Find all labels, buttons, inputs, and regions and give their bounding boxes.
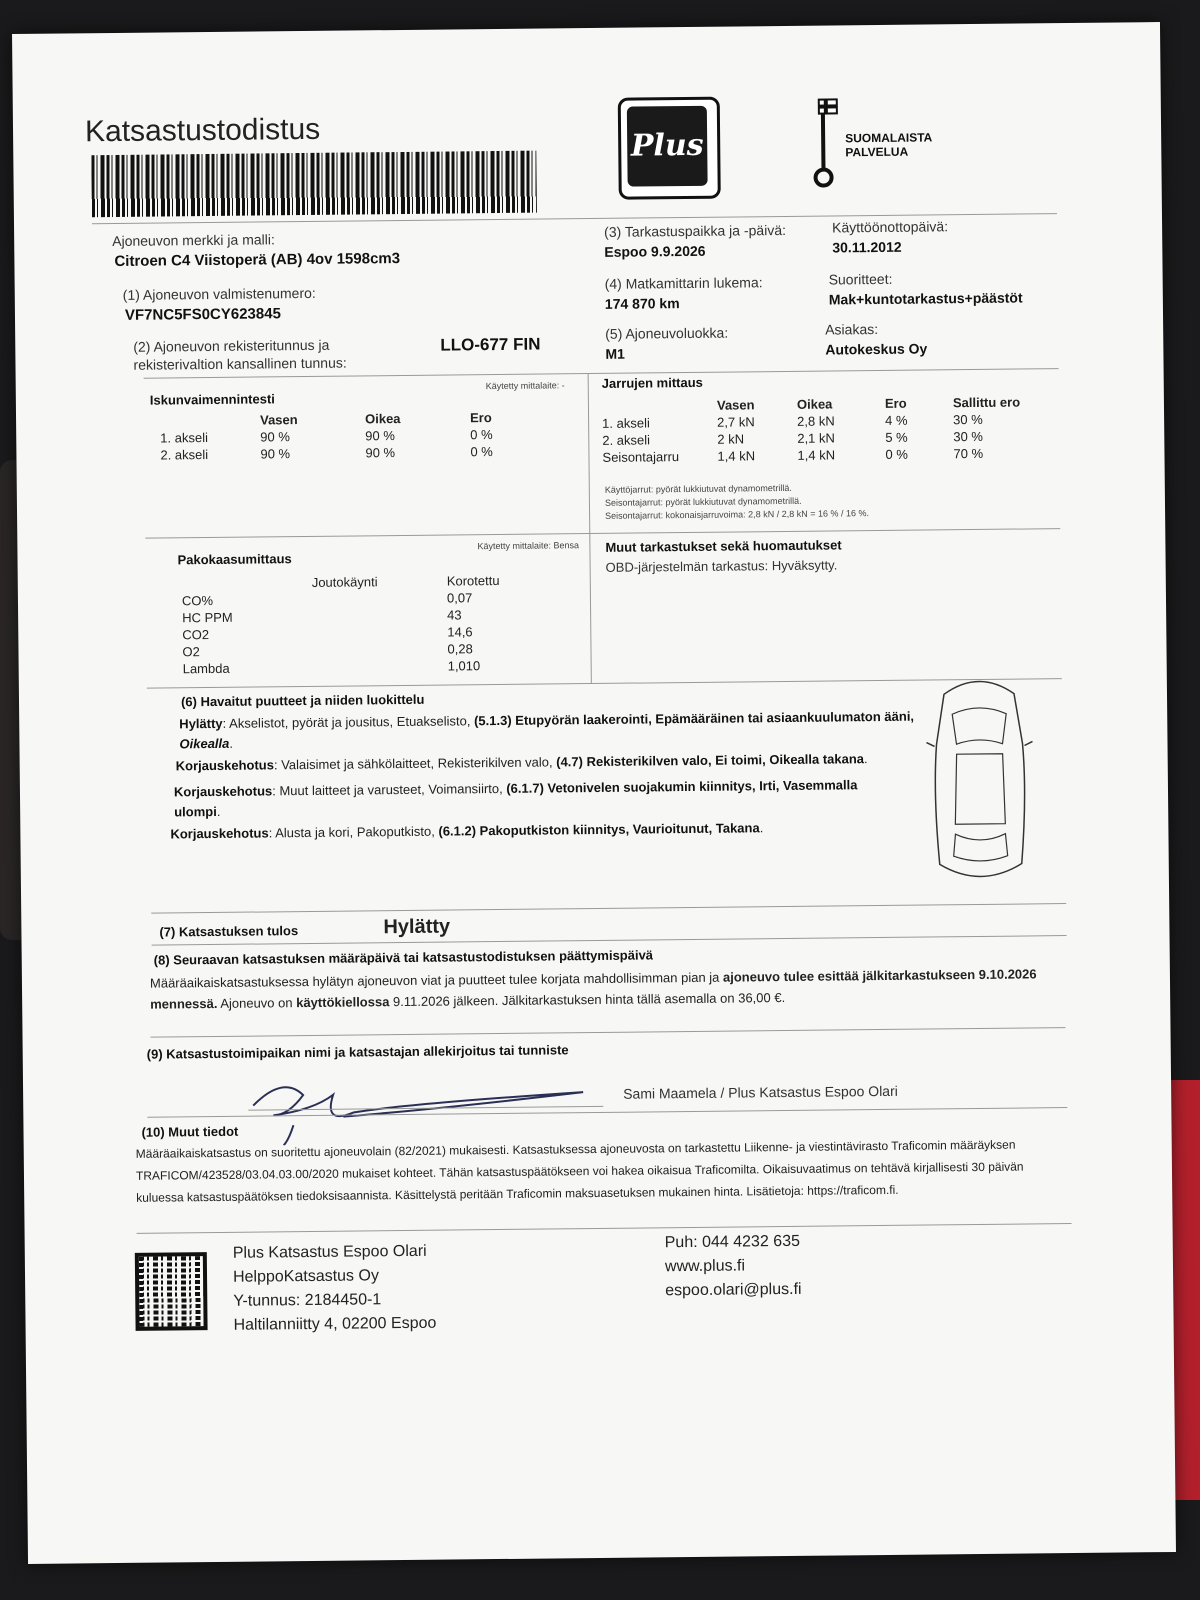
table-row: Seisontajarru 1,4 kN 1,4 kN 0 % 70 % [602,445,984,465]
performed-label: Suoritteet: [828,270,893,288]
table-row: 1. akseli 90 % 90 % 0 % [160,427,493,446]
class-value: M1 [605,345,625,362]
emissions-device: Käytetty mittalaite: Bensa [477,540,580,552]
result-label: (7) Katsastuksen tulos [159,923,299,940]
document-title: Katsastustodistus [84,112,321,149]
reg-label-1: (2) Ajoneuvon rekisteritunnus ja [133,336,330,355]
place-label: (3) Tarkastuspaikka ja -päivä: [604,221,787,240]
table-header-row: Vasen Oikea Ero [259,410,492,428]
class-label: (5) Ajoneuvoluokka: [605,324,729,342]
odometer-value: 174 870 km [604,295,680,312]
divider [151,1027,1066,1038]
table-row: 1. akseli 2,7 kN 2,8 kN 4 % 30 % [602,411,983,431]
table-row: HC PPM 43 [182,607,462,626]
brakes-title: Jarrujen mittaus [601,374,703,391]
other-info-title: (10) Muut tiedot [141,1123,239,1140]
shock-test-device: Käytetty mittalaite: - [485,380,565,392]
make-model-value: Citroen C4 Viistoperä (AB) 4ov 1598cm3 [114,250,401,270]
emissions-table [182,572,523,678]
brakes-table [602,393,1033,465]
odometer-label: (4) Matkamittarin lukema: [604,274,763,292]
defect-item: Hylätty: Akselistot, pyörät ja jousitus, Etuakselisto, (5.1.3) Etupyörän laakerointi, Epämääräinen tai asiaankuulumaton ääni, Oikealla. [179,708,915,752]
brake-notes: Käyttöjarrut: pyörät lukkiutuvat dynamometrillä. Seisontajarrut: pyörät lukkiutuvat dynamometrillä. Seisontajarrut: kokonaisjarruvoima: 2,8 kN / 2,8 kN = 16 % / 16 %. [604,482,870,521]
barcode [91,151,537,218]
place-value: Espoo 9.9.2026 [604,242,706,260]
registration-value: LLO-677 FIN [440,334,541,355]
first-use-value: 30.11.2012 [832,238,902,256]
reg-label-2: rekisterivaltion kansallinen tunnus: [133,354,347,373]
divider [151,903,1066,914]
finnish-service-logo [803,93,933,194]
divider [137,1223,1072,1234]
finn-logo-line-1: SUOMALAISTA [845,130,933,146]
divider [145,528,1060,539]
table-header-row: Joutokäynti Korotettu [311,572,500,590]
performed-value: Mak+kuntotarkastus+päästöt [828,289,1023,308]
vin-value: VF7NC5FS0CY623845 [124,305,281,324]
signature-title: (9) Katsastustoimipaikan nimi ja katsastajan allekirjoitus tai tunniste [146,1042,569,1062]
defect-item: Korjauskehotus: Muut laitteet ja varusteet, Voimansiirto, (6.1.7) Vetonivelen suojakumin kiinnitys, Irti, Vasemmalla ulompi. [173,777,858,820]
table-row: Lambda 1,010 [182,658,481,677]
other-checks-text: OBD-järjestelmän tarkastus: Hyväksytty. [605,557,838,575]
shock-test-table [160,409,521,464]
other-info-text: Määräaikaiskatsastus on suoritettu ajoneuvolain (82/2021) mukaisesti. Katsastuksessa ajoneuvosta on tarkastettu Liikenne- ja viestintävirasto Traficomin määräyksen TRAFICOM/423528/03.04.03.00/2020 mukaiset kohteet. Tähän katsastuspäätökseen voi hakea oikaisua Traficomilta. Oikaisuvaatimus on tehtävä kirjallisesti 30 päivän kuluessa katsastuspäätöksen tiedoksisaannista. Käsittelystä peritään Traficomin maksuasetuksen mukainen hinta. Lisätietoja: https://traficom.fi. [135,1137,1024,1205]
vin-label: (1) Ajoneuvon valmistenumero: [122,284,316,303]
contact-info: Puh: 044 4232 635 www.plus.fi espoo.olari@plus.fi [664,1232,802,1300]
defects-title: (6) Havaitut puutteet ja niiden luokittelu [180,691,425,710]
car-diagram-icon [924,673,1036,894]
other-checks-title: Muut tarkastukset sekä huomautukset [605,537,842,555]
table-row: O2 0,28 [182,641,473,660]
table-row: 2. akseli 90 % 90 % 0 % [160,444,493,463]
first-use-label: Käyttöönottopäivä: [832,218,949,236]
result-value: Hylätty [383,915,451,939]
customer-value: Autokeskus Oy [825,340,928,358]
customer-label: Asiakas: [825,321,879,338]
make-model-label: Ajoneuvon merkki ja malli: [112,231,275,250]
company-info: Plus Katsastus Espoo Olari HelppoKatsastus Oy Y-tunnus: 2184450-1 Haltilanniitty 4, 02200 Espoo [232,1242,437,1334]
signer-name: Sami Maamela / Plus Katsastus Espoo Olari [623,1082,898,1102]
table-row: CO2 14,6 [182,624,473,643]
plus-logo-text: Plus [627,106,708,187]
emissions-title: Pakokaasumittaus [177,551,292,568]
next-inspection-title: (8) Seuraavan katsastuksen määräpäivä tai katsastustodistuksen päättymispäivä [153,947,654,968]
table-header-row: Vasen Oikea Ero Sallittu ero [716,394,1021,413]
inspection-certificate [12,22,1176,1564]
qr-code [135,1252,208,1331]
next-inspection-text: Määräaikaiskatsastuksessa hylätyn ajoneuvon viat ja puutteet tulee korjata mahdollisimman pian ja ajoneuvo tulee esittää jälkitarkastukseen 9.10.2026 mennessä. Ajoneuvo on käyttökiellossa 9.11.2026 jälkeen. Jälkitarkastuksen hinta tällä asemalla on 36,00 €. [149,966,1037,1012]
defect-item: Korjauskehotus: Alusta ja kori, Pakoputkisto, (6.1.2) Pakoputkiston kiinnitys, Vaurioitunut, Takana. [170,820,764,842]
handwritten-signature [243,1062,604,1146]
defect-item: Korjauskehotus: Valaisimet ja sähkölaitteet, Rekisterikilven valo, (4.7) Rekisterikilven valo, Ei toimi, Oikealla takana. [175,751,868,774]
finn-logo-line-2: PALVELUA [845,144,909,160]
shock-test-title: Iskunvaimennintesti [149,391,275,408]
table-row: 2. akseli 2 kN 2,1 kN 5 % 30 % [602,428,984,448]
key-flag-icon [809,97,840,187]
vertical-divider [588,373,592,683]
plus-logo [618,97,721,200]
table-row: CO% 0,07 [181,590,473,609]
